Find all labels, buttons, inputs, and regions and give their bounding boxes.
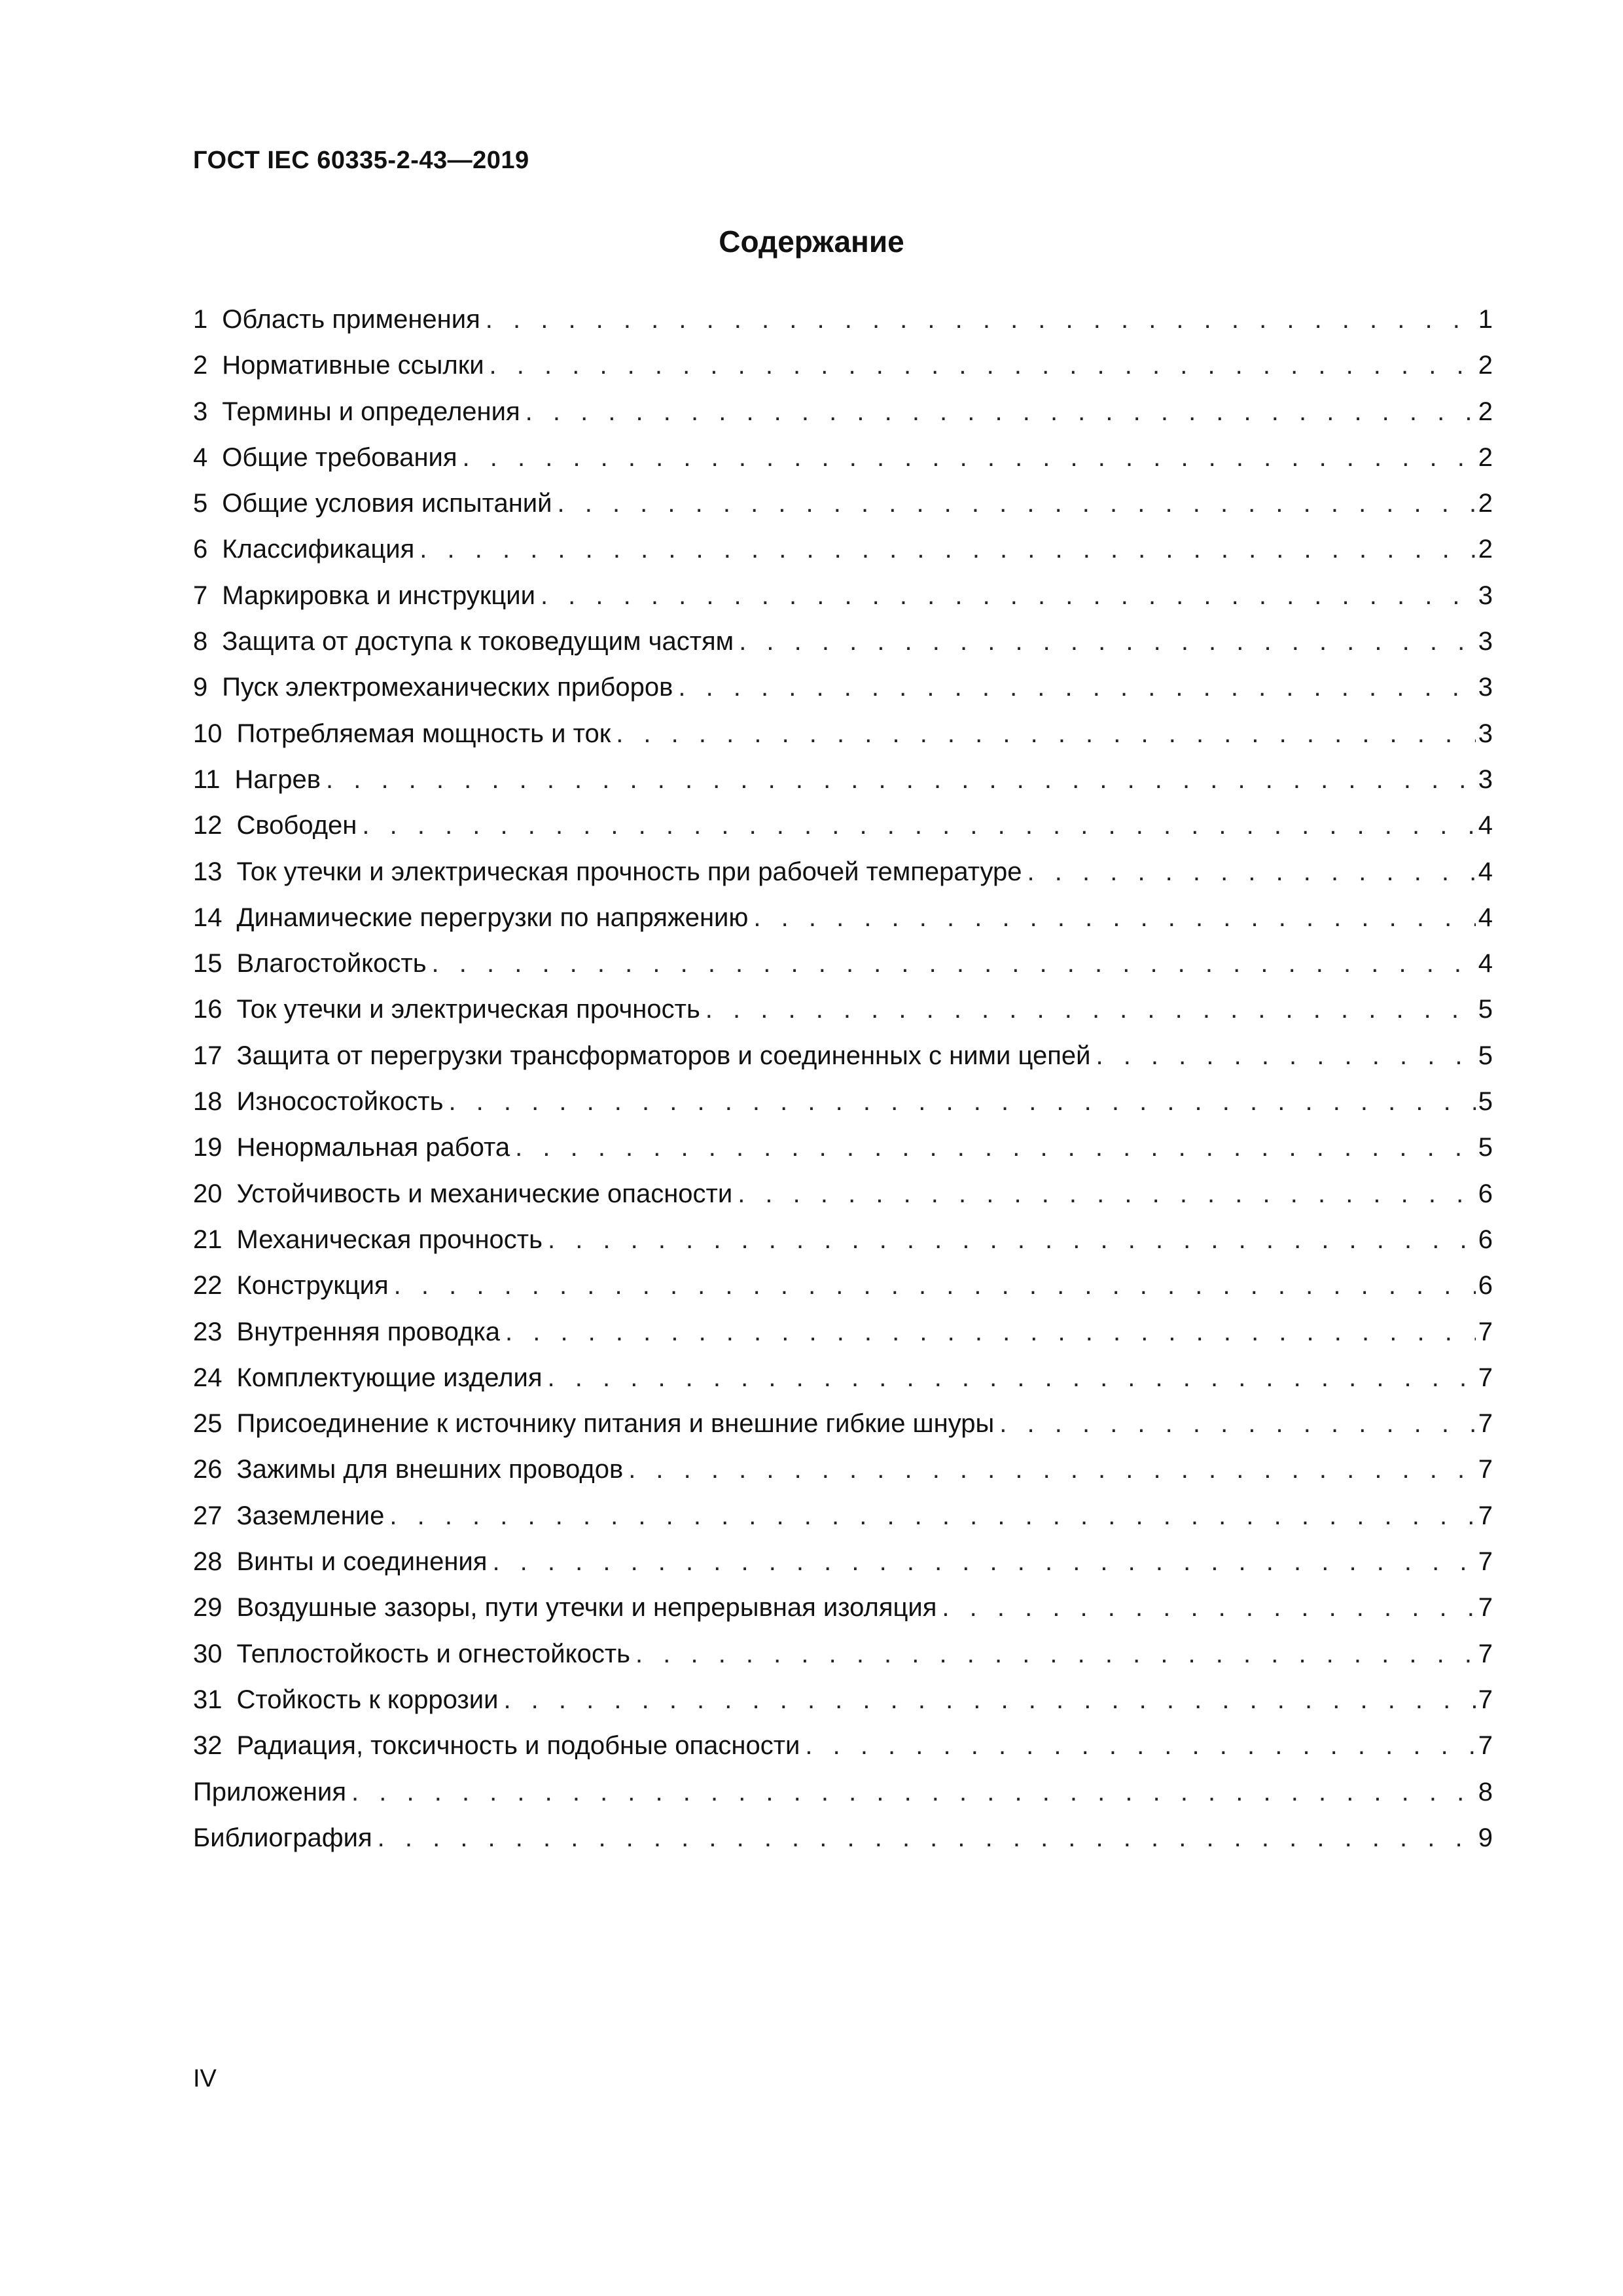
toc-entry-page: 3	[1478, 764, 1493, 794]
toc-dot-leader	[936, 1593, 1475, 1623]
toc-entry-title: Общие требования	[222, 442, 457, 472]
toc-entry-page: 6	[1478, 1179, 1493, 1208]
toc-entry-title: Присоединение к источнику питания и внешние гибкие шнуры	[236, 1409, 995, 1439]
toc-entry-number: 10	[193, 719, 223, 748]
toc-entry-number: 13	[193, 857, 223, 886]
toc-entry-page: 5	[1478, 1087, 1493, 1117]
toc-entry-number: 14	[193, 903, 223, 932]
toc-entry[interactable]	[193, 1271, 1493, 1317]
toc-entry-number: 26	[193, 1455, 223, 1484]
toc-entry[interactable]	[193, 305, 1493, 351]
toc-entry-page: 3	[1478, 673, 1493, 702]
toc-dot-leader	[734, 627, 1476, 656]
toc-entry-number: 15	[193, 949, 223, 978]
toc-entry-title: Пуск электромеханических приборов	[222, 673, 673, 702]
toc-entry-title: Стойкость к коррозии	[236, 1685, 499, 1714]
toc-entry-number: 16	[193, 995, 223, 1024]
toc-dot-leader	[346, 1778, 1476, 1807]
toc-dot-leader	[994, 1409, 1475, 1439]
toc-entry[interactable]	[193, 1133, 1493, 1179]
toc-entry[interactable]	[193, 719, 1493, 765]
toc-entry[interactable]	[193, 1409, 1493, 1455]
toc-dot-leader	[543, 1225, 1476, 1255]
toc-entry-number: 24	[193, 1363, 223, 1392]
toc-entry[interactable]	[193, 1823, 1493, 1869]
toc-entry-number: 29	[193, 1593, 223, 1623]
toc-entry-number: 2	[193, 351, 208, 380]
toc-entry-title: Заземление	[236, 1501, 385, 1530]
toc-title: Содержание	[719, 224, 904, 259]
toc-entry-page: 5	[1478, 995, 1493, 1024]
toc-entry[interactable]	[193, 857, 1493, 903]
toc-entry-page: 7	[1478, 1731, 1493, 1761]
toc-entry[interactable]	[193, 489, 1493, 535]
toc-entry[interactable]	[193, 1778, 1493, 1823]
toc-entry-title: Устойчивость и механические опасности	[236, 1179, 733, 1208]
toc-entry-title: Термины и определения	[222, 397, 520, 426]
toc-entry-page: 4	[1478, 811, 1493, 840]
toc-dot-leader	[673, 673, 1475, 702]
toc-entry[interactable]	[193, 627, 1493, 673]
toc-entry-page: 6	[1478, 1225, 1493, 1254]
toc-entry-title: Теплостойкость и огнестойкость	[236, 1639, 631, 1668]
toc-entry-title: Ток утечки и электрическая прочность при рабочей температуре	[236, 857, 1022, 886]
toc-entry-page: 7	[1478, 1317, 1493, 1346]
toc-entry-page: 8	[1478, 1777, 1493, 1806]
toc-entry[interactable]	[193, 1547, 1493, 1593]
toc-dot-leader	[372, 1823, 1476, 1853]
toc-dot-leader	[480, 305, 1476, 334]
toc-dot-leader	[1090, 1041, 1475, 1071]
toc-entry-page: 2	[1478, 397, 1493, 426]
toc-dot-leader	[623, 1455, 1476, 1484]
toc-entry-title: Защита от перегрузки трансформаторов и соединенных с ними цепей	[236, 1041, 1091, 1070]
toc-dot-leader	[732, 1179, 1476, 1209]
toc-dot-leader	[748, 903, 1475, 933]
toc-entry-page: 5	[1478, 1133, 1493, 1162]
toc-dot-leader	[414, 535, 1475, 564]
toc-entry-page: 4	[1478, 949, 1493, 978]
toc-entry[interactable]	[193, 1731, 1493, 1777]
toc-entry-page: 2	[1478, 489, 1493, 518]
toc-entry-page: 5	[1478, 1041, 1493, 1070]
toc-entry-number: 22	[193, 1271, 223, 1300]
toc-entry-page: 6	[1478, 1271, 1493, 1300]
toc-entry-number: 12	[193, 811, 223, 840]
toc-entry-page: 7	[1478, 1639, 1493, 1668]
toc-entry-title: Динамические перегрузки по напряжению	[236, 903, 749, 932]
toc-dot-leader	[700, 995, 1476, 1024]
toc-dot-leader	[552, 489, 1476, 518]
toc-entry[interactable]	[193, 1455, 1493, 1501]
toc-entry-title: Ток утечки и электрическая прочность	[236, 995, 700, 1024]
toc-entry-title: Механическая прочность	[236, 1225, 543, 1254]
toc-entry-number: 11	[193, 764, 221, 794]
toc-entry-number: 25	[193, 1409, 223, 1439]
toc-entry-page: 7	[1478, 1409, 1493, 1439]
toc-entry-page: 1	[1478, 305, 1493, 334]
toc-entry-number: 7	[193, 581, 208, 610]
toc-entry[interactable]	[193, 1363, 1493, 1409]
toc-dot-leader	[535, 581, 1476, 611]
toc-entry-number: 5	[193, 489, 208, 518]
toc-entry[interactable]	[193, 1041, 1493, 1087]
toc-entry-title: Конструкция	[236, 1271, 389, 1300]
toc-entry-title: Общие условия испытаний	[222, 489, 552, 518]
toc-entry-number: 20	[193, 1179, 223, 1208]
toc-entry-title: Классификация	[222, 535, 415, 564]
toc-entry-page: 7	[1478, 1363, 1493, 1392]
toc-dot-leader	[384, 1501, 1475, 1531]
toc-dot-leader	[1022, 857, 1476, 887]
toc-entry-page: 4	[1478, 903, 1493, 932]
toc-entry-title: Приложения	[193, 1777, 347, 1806]
toc-entry-title: Воздушные зазоры, пути утечки и непрерывная изоляция	[236, 1593, 937, 1623]
toc-dot-leader	[543, 1363, 1476, 1393]
toc-entry-title: Комплектующие изделия	[236, 1363, 543, 1392]
toc-entry-page: 3	[1478, 581, 1493, 610]
toc-entry[interactable]	[193, 1685, 1493, 1731]
toc-entry-number: 21	[193, 1225, 223, 1254]
toc-entry[interactable]	[193, 903, 1493, 949]
toc-dot-leader	[389, 1271, 1476, 1300]
toc-entry[interactable]	[193, 673, 1493, 719]
toc-dot-leader	[611, 719, 1476, 749]
toc-entry[interactable]	[193, 1225, 1493, 1271]
toc-entry[interactable]	[193, 581, 1493, 627]
toc-dot-leader	[427, 949, 1476, 978]
toc-dot-leader	[457, 443, 1476, 473]
toc-entry-title: Винты и соединения	[236, 1547, 488, 1577]
toc-dot-leader	[498, 1685, 1475, 1715]
toc-entry-number: 19	[193, 1133, 223, 1162]
toc-entry-page: 2	[1478, 351, 1493, 380]
toc-dot-leader	[500, 1318, 1476, 1347]
toc-entry[interactable]	[193, 1087, 1493, 1133]
toc-entry-number: 31	[193, 1685, 223, 1714]
toc-entry-number: 17	[193, 1041, 223, 1070]
document-id: ГОСТ IEC 60335-2-43—2019	[193, 147, 529, 174]
toc-dot-leader	[520, 397, 1476, 427]
toc-entry-page: 7	[1478, 1547, 1493, 1577]
toc-entry[interactable]	[193, 1593, 1493, 1639]
toc-entry-number: 6	[193, 535, 208, 564]
toc-entry-title: Библиография	[193, 1823, 372, 1852]
toc-dot-leader	[510, 1133, 1476, 1162]
toc-entry-title: Свободен	[236, 811, 357, 840]
toc-entry-number: 28	[193, 1547, 223, 1577]
toc-entry-page: 4	[1478, 857, 1493, 886]
toc-entry-number: 9	[193, 673, 208, 702]
toc-dot-leader	[484, 351, 1476, 380]
toc-entry[interactable]	[193, 1179, 1493, 1225]
toc-entry[interactable]	[193, 1640, 1493, 1685]
toc-entry-page: 2	[1478, 442, 1493, 472]
toc-entry-title: Маркировка и инструкции	[222, 581, 535, 610]
toc-entry-title: Зажимы для внешних проводов	[236, 1455, 624, 1484]
toc-entry-number: 18	[193, 1087, 223, 1117]
toc-dot-leader	[357, 811, 1475, 840]
toc-entry-page: 7	[1478, 1501, 1493, 1530]
toc-entry-title: Радиация, токсичность и подобные опасности	[236, 1731, 800, 1761]
toc-entry-number: 32	[193, 1731, 223, 1761]
toc-entry[interactable]	[193, 535, 1493, 581]
table-of-contents	[193, 305, 1493, 1869]
toc-entry[interactable]	[193, 1318, 1493, 1363]
toc-entry[interactable]	[193, 443, 1493, 489]
toc-entry-title: Нагрев	[234, 764, 321, 794]
toc-entry[interactable]	[193, 949, 1493, 995]
toc-entry-title: Нормативные ссылки	[222, 351, 484, 380]
toc-entry-title: Потребляемая мощность и ток	[236, 719, 611, 748]
toc-entry-number: 4	[193, 442, 208, 472]
toc-entry-page: 3	[1478, 627, 1493, 656]
toc-entry-title: Внутренняя проводка	[236, 1317, 500, 1346]
toc-entry[interactable]	[193, 351, 1493, 397]
toc-entry[interactable]	[193, 765, 1493, 811]
toc-entry-number: 23	[193, 1317, 223, 1346]
toc-dot-leader	[487, 1547, 1475, 1577]
toc-entry[interactable]	[193, 995, 1493, 1041]
toc-entry-number: 8	[193, 627, 208, 656]
toc-dot-leader	[321, 765, 1476, 795]
toc-dot-leader	[630, 1640, 1476, 1669]
toc-dot-leader	[800, 1731, 1475, 1761]
toc-entry-title: Область применения	[222, 305, 480, 334]
toc-entry[interactable]	[193, 1501, 1493, 1547]
toc-entry-page: 7	[1478, 1593, 1493, 1623]
toc-entry-page: 2	[1478, 535, 1493, 564]
toc-entry-title: Влагостойкость	[236, 949, 427, 978]
toc-dot-leader	[443, 1087, 1475, 1117]
toc-entry-number: 30	[193, 1639, 223, 1668]
toc-entry-number: 27	[193, 1501, 223, 1530]
toc-entry-title: Износостойкость	[236, 1087, 444, 1117]
toc-entry-number: 3	[193, 397, 208, 426]
toc-entry-page: 7	[1478, 1685, 1493, 1714]
toc-entry-page: 3	[1478, 719, 1493, 748]
toc-entry-title: Защита от доступа к токоведущим частям	[222, 627, 734, 656]
toc-entry-page: 9	[1478, 1823, 1493, 1852]
toc-entry[interactable]	[193, 811, 1493, 857]
toc-entry[interactable]	[193, 397, 1493, 443]
toc-entry-page: 7	[1478, 1455, 1493, 1484]
toc-entry-title: Ненормальная работа	[236, 1133, 510, 1162]
toc-entry-number: 1	[193, 305, 208, 334]
page-number: IV	[193, 2065, 217, 2092]
